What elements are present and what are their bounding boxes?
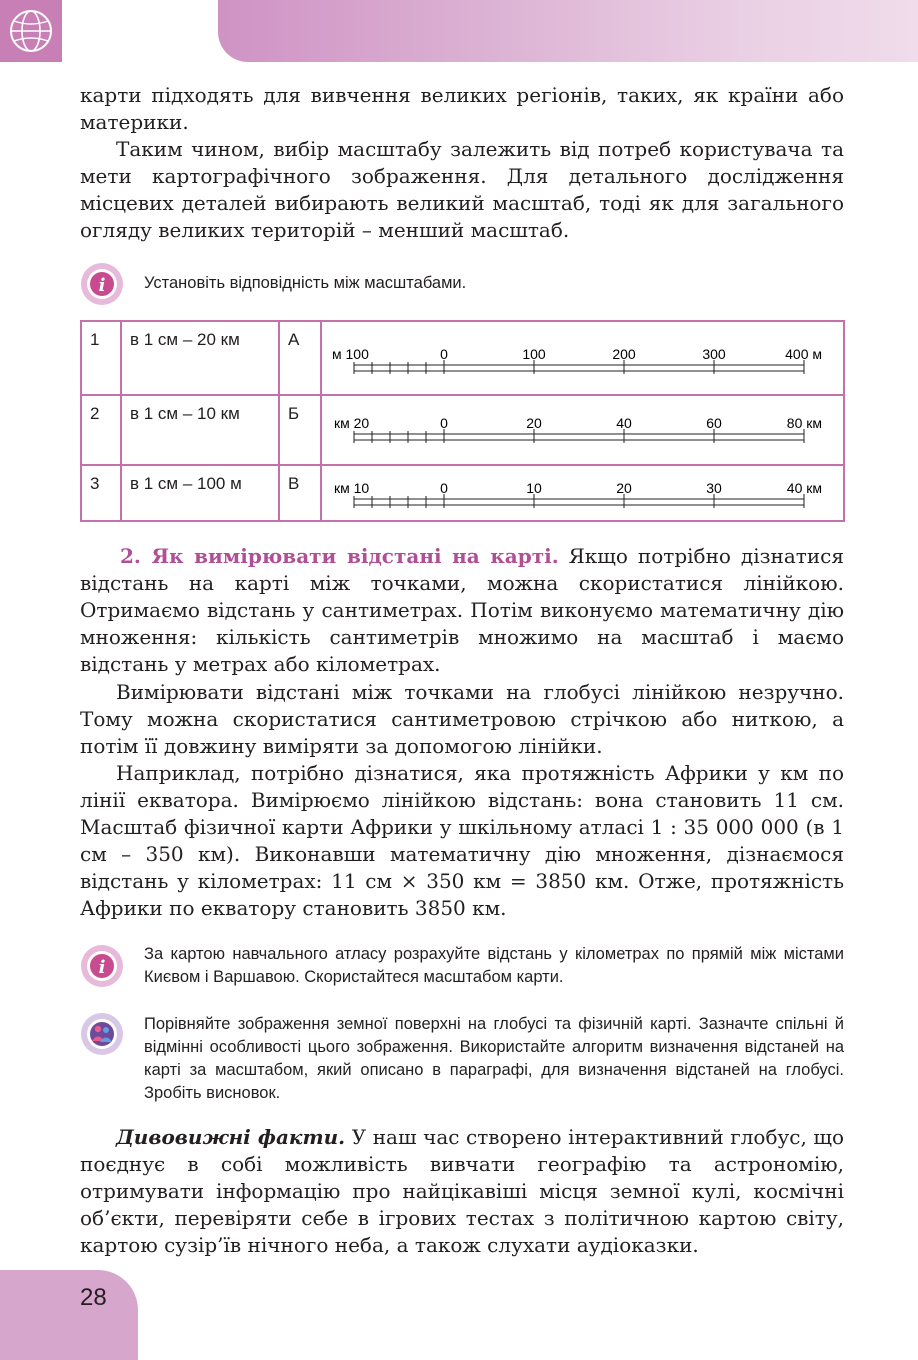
scale-label: 30 (706, 480, 722, 496)
row-scale: в 1 см – 20 км (121, 321, 279, 395)
globe-logo-icon (0, 0, 62, 62)
section-text: Якщо потрібно дізнатися відстань на карті між точками, можна скористатися лінійкою. Отримаємо відстань у сантиметрах. Потім виконуємо математичну дію множення: кількість сантиметрів множимо на масштаб і маємо відстань у метрах або кілометрах. (80, 544, 844, 676)
scale-label: 400 м (785, 346, 822, 362)
table-row (81, 395, 844, 465)
task-compare-globe-map: Порівняйте зображення земної поверхні на глобусі та фізичній карті. Зазначте спільні й відмінні особливості цього зображення. Використайте алгоритм визначення відстаней на карті за масштабом, який описано в параграфі, для визначення відстаней на глобусі. Зробіть висновок. (144, 1015, 844, 1102)
header-map-decoration (218, 0, 918, 62)
section-heading: 2. Як вимірювати відстані на карті. (120, 544, 559, 568)
scale-matching-table (80, 320, 845, 522)
scale-bar (354, 494, 804, 508)
facts-text: У наш час створено інтерактивний глобус, що поєднує в собі можливість вивчати географію та астрономію, отримувати інформацію про найцікавіші місця земної кулі, космічні об’єкти, перевіряти себе в ігрових тестах з політичною картою світу, картою сузір’їв нічного неба, а також слухати аудіоказки. (80, 1125, 844, 1257)
task-match-scales: Установіть відповідність між масштабами. (144, 274, 467, 292)
info-icon (80, 944, 124, 988)
paragraph-scale-choice: Таким чином, вибір масштабу залежить від потреб користувача та мети картографічного зображення. Для детального дослідження місцевих деталей вибирають великий масштаб, тоді як для загального огляду великих територій – менший масштаб. (80, 137, 844, 242)
scale-label: 0 (440, 480, 448, 496)
facts-heading: Дивовижні факти. (116, 1125, 346, 1149)
scale-label: 0 (440, 346, 448, 362)
section-measure-distances (80, 543, 844, 678)
info-icon (80, 262, 124, 306)
page-number: 28 (80, 1284, 107, 1311)
row-letter: В (279, 465, 321, 521)
scale-bar (354, 429, 804, 443)
svg-text:i: i (98, 957, 106, 978)
page-number-tab (0, 1270, 138, 1360)
header-band (0, 0, 918, 62)
paragraph-intro: карти підходять для вивчення великих регіонів, таких, як країни або материки. (80, 83, 844, 134)
scale-label: 0 (440, 415, 448, 431)
scale-label: 40 (616, 415, 632, 431)
row-scale: в 1 см – 100 м (121, 465, 279, 521)
scale-label: 10 (526, 480, 542, 496)
paragraph-globe-measure: Вимірювати відстані між точками на глобусі лінійкою незручно. Тому можна скористатися сантиметровою стрічкою або ниткою, а потім її довжину виміряти за допомогою лінійки. (80, 680, 844, 758)
row-scale: в 1 см – 10 км (121, 395, 279, 465)
group-work-icon (80, 1012, 124, 1056)
scale-label: 200 (612, 346, 636, 362)
row-number: 2 (81, 395, 121, 465)
row-number: 1 (81, 321, 121, 395)
svg-text:i: i (98, 275, 106, 296)
linear-scale-c (321, 465, 844, 521)
row-number: 3 (81, 465, 121, 521)
row-letter: Б (279, 395, 321, 465)
amazing-facts (80, 1124, 844, 1259)
scale-label: км 20 (334, 415, 370, 431)
scale-label: 100 (522, 346, 546, 362)
scale-label: 60 (706, 415, 722, 431)
scale-label: 20 (616, 480, 632, 496)
table-row (81, 321, 844, 395)
scale-label: 80 км (786, 415, 822, 431)
paragraph-africa-example: Наприклад, потрібно дізнатися, яка протяжність Африки у км по лінії екватора. Вимірюємо лінійкою відстань: вона становить 11 см. Масштаб фізичної карти Африки у шкільному атласі 1 : 35 000 000 (в 1 см – 350 км). Виконавши математичну дію множення, дізнаємося відстань у кілометрах: 11 см × 350 км = 3850 км. Отже, протяжність Африки по екватору становить 3850 км. (80, 761, 844, 920)
scale-label: 20 (526, 415, 542, 431)
scale-label: км 10 (334, 480, 370, 496)
table-row (81, 465, 844, 521)
scale-bar (354, 360, 804, 374)
scale-label: 300 (702, 346, 726, 362)
linear-scale-b (321, 395, 844, 465)
scale-label: м 100 (332, 346, 369, 362)
row-letter: А (279, 321, 321, 395)
linear-scale-a (321, 321, 844, 395)
task-calc-distance: За картою навчального атласу розрахуйте відстань у кілометрах по прямій між містами Києвом і Варшавою. Скористайтеся масштабом карти. (144, 945, 844, 986)
scale-label: 40 км (786, 480, 822, 496)
